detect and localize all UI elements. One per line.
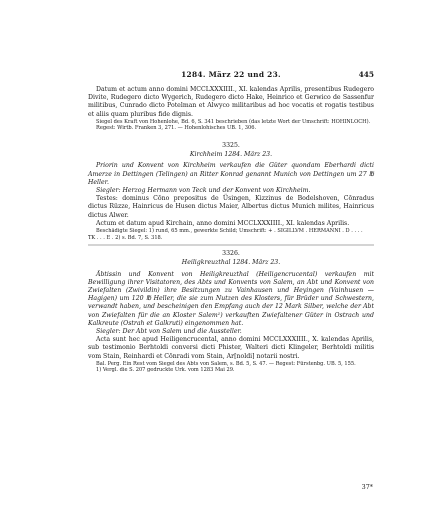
document-place-date: Heiligkreuzthal 1284. März 23. — [181, 259, 281, 267]
signature-mark: 37* — [361, 483, 373, 491]
seal-note: TK . . . E . 2) s. Bd. 7, S. 318. — [88, 234, 163, 241]
paragraph: Datum et actum anno domini MCCLXXXIIII., XI. kalendas Aprilis, presentibus Rudegero Divite, Rudegero dicto Wygerich, Rudegero dicto Hake, Heinrico et Gerwico de Sassenfur militibus, Cunrado dicto Potelman et Alwyco militaribus ad hoc vocatis et rogatis testibus et aliis quam pluribus fide dignis. — [88, 86, 374, 118]
running-header — [88, 70, 374, 80]
document-number: 3325. — [222, 142, 240, 149]
sealer-line: Siegler: Der Abt von Salem und die Aussteller. — [96, 328, 242, 336]
seal-note: Bal. Perg. Ein Rest vom Siegel des Abts von Salem, s. Bd. 5, S. 47. — Regest: Fürstenbg. UB. 5, 155. — [96, 360, 356, 367]
page-body — [88, 86, 374, 374]
footnote: 1) Vergl. die S. 207 gedruckte Urk. vom 1283 Mai 29. — [96, 367, 235, 374]
paragraph: Testes: dominus Cōno prepositus de Üsingen, Kizzinus de Bodelshoven, Cōnradus dictus Rüzze, Hainricus de Husen dictus Maier, Albertus dictus Munich milites, Hainricus dictus Alwer. — [88, 195, 374, 219]
sealer-line: Siegler: Herzog Hermann von Teck und der Konvent von Kirchheim. — [96, 187, 311, 195]
header-title: 1284. März 22 und 23. — [181, 70, 281, 79]
paragraph: Acta sunt hec apud Heiligencrucental, anno domini MCCLXXXIIII., X. kalendas Aprilis, sub testimonio Berhtoldi conversi dicti Phister, Walteri dicti Klingeler, Berhtoldi militis vom Stain, Reinhardi et Cōnradi vom Stain, Ar[noldi] notarii nostri. — [88, 336, 374, 360]
document-number: 3326. — [222, 250, 240, 258]
document-summary: Priorin und Konvent von Kirchheim verkaufen die Güter quondam Eberhardi dicti Amerze in Dettingen (Telingen) an Ritter Konrad genannt Munich von Dettingen um 27 ℔ Heller. — [88, 162, 374, 186]
section-divider — [88, 241, 374, 248]
regest-note: Regest: Wirtb. Franken 3, 271. — Hohenlohisches UB. 1, 306. — [96, 125, 257, 132]
paragraph: Actum et datum apud Kirchain, anno domini MCCLXXXIIII., XI. kalendas Aprilis. — [96, 219, 350, 227]
seal-note: Siegel des Kraft von Hohenlohe, Bd. 6, S. 341 beschrieben (das letzte Wort der Umschrift: HOHINLOCH). — [96, 118, 371, 125]
document-summary: Äbtissin und Konvent von Heiligkreuzthal (Heiligencrucental) verkaufen mit Bewilligung ihrer Visitatoren, des Abts und Konvents von Salem, an Abt und Konvent von Zwiefalten (Zwivildin) ihre Besitzungen zu Vainhausen und Heyingen (Vainhusen — Hagigen) um 120 ℔ Heller, die sie zum Nutzen des Klosters, für Brüder und Schwestern, verwandt haben, und bescheinigen den Empfang auch der 12 Mark Silber, welche der Abt von Zwiefalten für die an Kloster Salem¹) verkauften Zwiefaltener Güter in Ostrach und Kalkreute (Ostrah et Galkruti) eingenommen hat. — [88, 270, 374, 327]
seal-note: Beschädigte Siegel: 1) rund, 65 mm., gewerkte Schild; Umschrift: + . SIGILLVM . HERMANNI . D . . . . — [96, 228, 363, 235]
page-number: 445 — [358, 70, 374, 79]
document-place-date: Kirchheim 1284. März 23. — [189, 151, 273, 159]
